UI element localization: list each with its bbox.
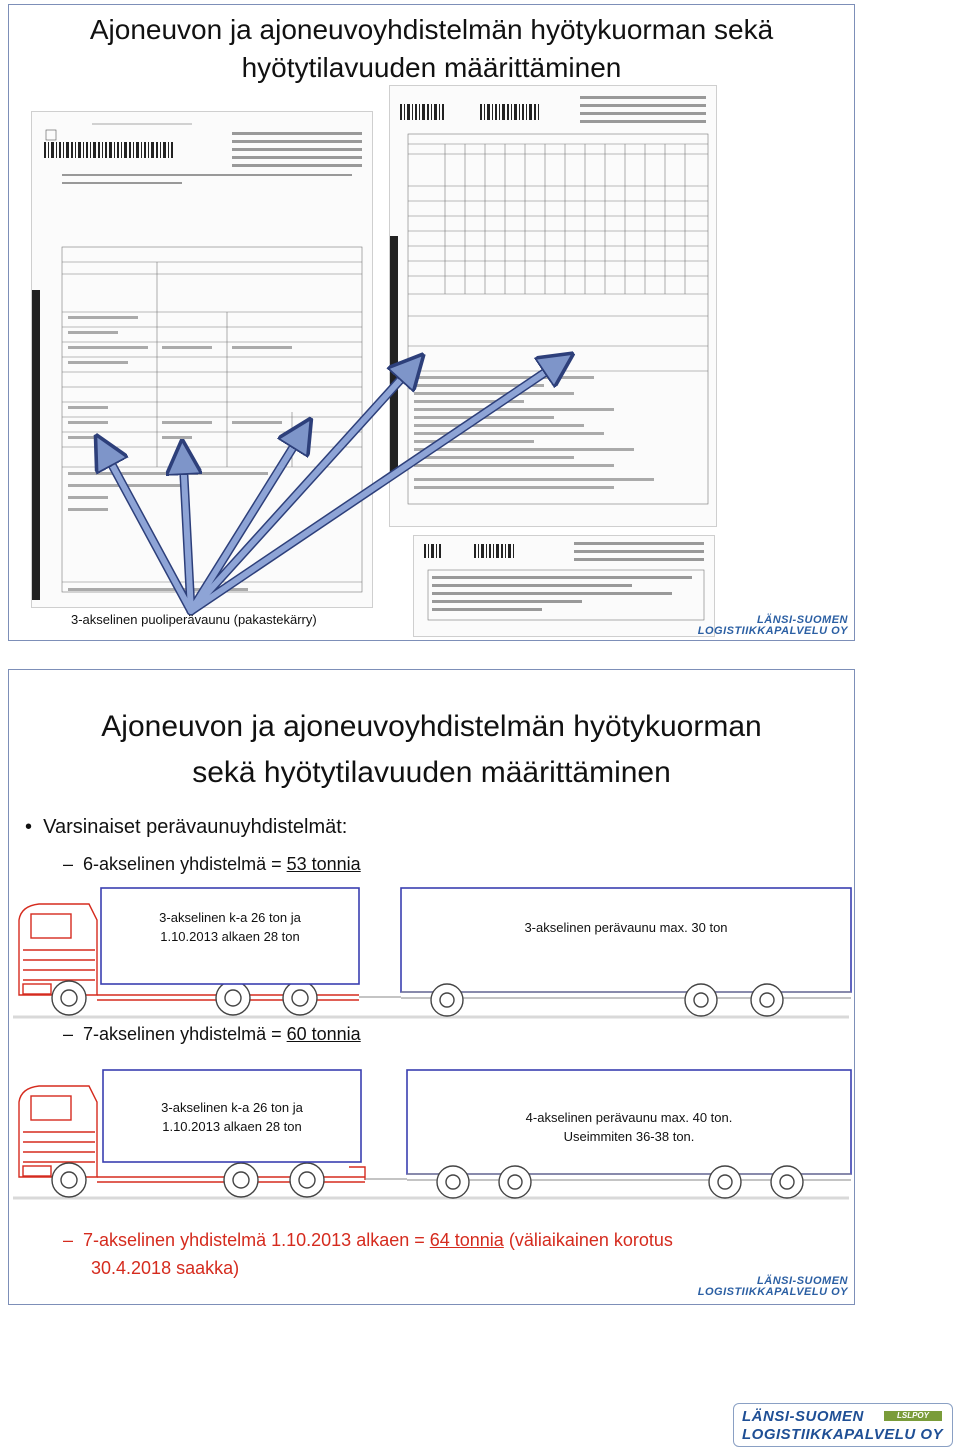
trailer-box-2-line2: Useimmiten 36-38 ton.: [563, 1129, 695, 1144]
combination-7-axle: – 7-akselinen yhdistelmä = 60 tonnia: [63, 1024, 361, 1044]
truck-wheels-1: [52, 981, 317, 1015]
vehicle-combination-6-axle: [9, 880, 855, 1030]
slide1-caption: 3-akselinen puoliperävaunu (pakastekärry): [71, 612, 317, 627]
company-logo-tag: LSLPOY: [884, 1411, 942, 1421]
truck-box-1-label: [101, 908, 359, 946]
truck-box-2-label: [103, 1098, 361, 1136]
slide2-logo-line1: LÄNSI-SUOMEN: [757, 1275, 848, 1287]
trailer-box-2-label: [407, 1108, 851, 1146]
combination-7-axle-2013-label: 7-akselinen yhdistelmä 1.10.2013 alkaen =: [83, 1230, 430, 1250]
slide-registration-documents: [8, 4, 855, 641]
arrow-3: [191, 433, 302, 611]
slide1-title-line2: hyötytilavuuden määrittäminen: [241, 52, 622, 83]
slide1-logo-line1: LÄNSI-SUOMEN: [757, 614, 848, 626]
slide2-title: [9, 704, 854, 796]
company-logo-line2: LOGISTIIKKAPALVELU OY: [742, 1426, 944, 1443]
arrow-1: [104, 450, 191, 611]
slide2-company-logo: [698, 1276, 848, 1298]
trailer-box-2-line1: 4-akselinen perävaunu max. 40 ton.: [525, 1110, 733, 1125]
company-logo-line1: LÄNSI-SUOMEN: [742, 1408, 864, 1425]
trailer-box-1: [401, 888, 851, 992]
trailer-box-1-label: 3-akselinen perävaunu max. 30 ton: [524, 920, 728, 935]
slide1-logo-line2: LOGISTIIKKAPALVELU OY: [697, 625, 848, 637]
slide1-title-line1: Ajoneuvon ja ajoneuvoyhdistelmän hyötykuorman sekä: [89, 14, 774, 45]
combination-7-axle-value: 60 tonnia: [286, 1024, 361, 1044]
arrow-2: [183, 457, 191, 611]
combination-7-axle-2013: – 7-akselinen yhdistelmä 1.10.2013 alkaen = 64 tonnia (väliaikainen korotus 30.4.2018 saakka): [63, 1230, 673, 1278]
combination-7-axle-2013-note: (väliaikainen korotus: [503, 1230, 673, 1250]
combination-7-axle-label: 7-akselinen yhdistelmä =: [83, 1024, 287, 1044]
arrow-5: [191, 363, 559, 611]
truck-box-2-line2: 1.10.2013 alkaen 28 ton: [162, 1119, 302, 1134]
slide-vehicle-combinations: [8, 669, 855, 1305]
bullet-item: [25, 816, 347, 839]
bullet-text: Varsinaiset perävaunuyhdistelmät:: [43, 816, 348, 838]
combination-7-axle-2013-value: 64 tonnia: [429, 1230, 504, 1250]
truck-box-1-line2: 1.10.2013 alkaen 28 ton: [160, 929, 300, 944]
truck-box-2-line1: 3-akselinen k-a 26 ton ja: [161, 1100, 303, 1115]
slide2-logo-line2: LOGISTIIKKAPALVELU OY: [697, 1286, 848, 1298]
combination-6-axle: – 6-akselinen yhdistelmä = 53 tonnia: [63, 854, 361, 874]
company-logo: [733, 1403, 953, 1447]
slide2-title-line2: sekä hyötytilavuuden määrittäminen: [192, 756, 671, 789]
truck-wheels-2: [52, 1163, 324, 1197]
combination-6-axle-value: 53 tonnia: [286, 854, 361, 874]
slide2-title-line1: Ajoneuvon ja ajoneuvoyhdistelmän hyötykuorman: [101, 710, 762, 743]
truck-box-1-line1: 3-akselinen k-a 26 ton ja: [159, 910, 301, 925]
combination-6-axle-label: 6-akselinen yhdistelmä =: [83, 854, 287, 874]
combination-7-axle-2013-note-line2: 30.4.2018 saakka): [91, 1258, 240, 1278]
bullet-dot: •: [25, 816, 44, 838]
pointer-arrows: [9, 5, 855, 641]
slide1-company-logo: [698, 615, 848, 637]
